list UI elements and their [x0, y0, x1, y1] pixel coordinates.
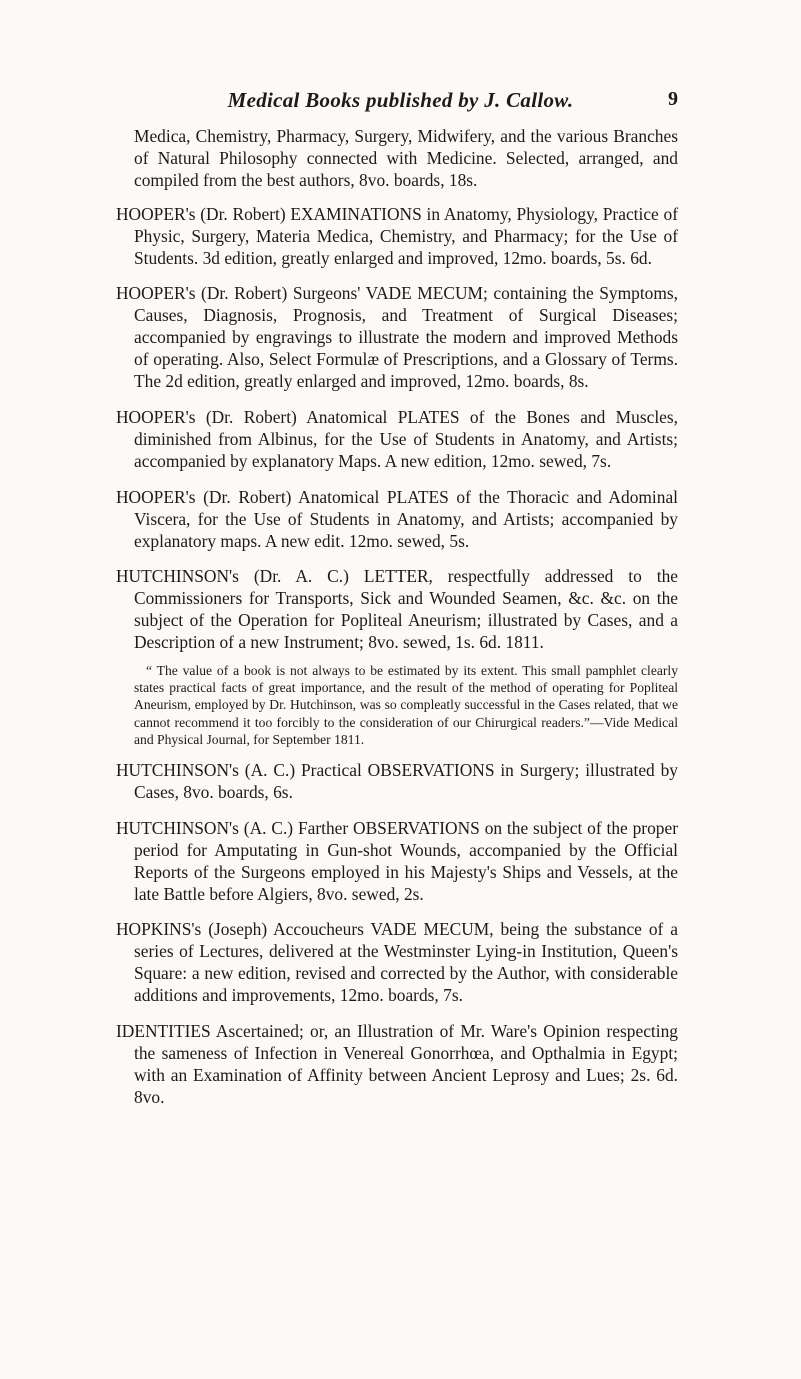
- catalogue-entry: HUTCHINSON's (A. C.) Farther OBSERVATIONS on the subject of the proper period for Amputating in Gun-shot Wounds, accompanied by the Official Reports of the Surgeons employed in his Majesty's Ships and Vessels, at the late Battle before Algiers, 8vo. sewed, 2s.: [116, 817, 678, 904]
- catalogue-body: [116, 126, 678, 1123]
- review-quote: “ The value of a book is not always to be estimated by its extent. This small pamphlet clearly states practical facts of great importance, and the result of the method of operating for Popliteal Aneurism, employed by Dr. Hutchinson, was so compleatly successful in the Cases related, that we cannot recommend it too forcibly to the consideration of our Chirurgical readers.”—Vide Medical and Physical Journal, for September 1811.: [134, 663, 678, 747]
- catalogue-entry: HUTCHINSON's (Dr. A. C.) LETTER, respectfully addressed to the Commissioners for Transports, Sick and Wounded Seamen, &c. &c. on the subject of the Operation for Popliteal Aneurism; illustrated by Cases, and a Description of a new Instrument; 8vo. sewed, 1s. 6d. 1811.: [116, 566, 678, 653]
- catalogue-entry: IDENTITIES Ascertained; or, an Illustration of Mr. Ware's Opinion respecting the sameness of Infection in Venereal Gonorrhœa, and Opthalmia in Egypt; with an Examination of Affinity between Ancient Leprosy and Lues; 2s. 6d. 8vo.: [116, 1021, 678, 1107]
- catalogue-entry: HOPKINS's (Joseph) Accoucheurs VADE MECUM, being the substance of a series of Lectures, delivered at the Westminster Lying-in Institution, Queen's Square: a new edition, revised and corrected by the Author, with considerable additions and improvements, 12mo. boards, 7s.: [116, 919, 678, 1006]
- catalogue-entry: HOOPER's (Dr. Robert) Anatomical PLATES of the Thoracic and Adominal Viscera, for the Use of Students in Anatomy, and Artists; accompanied by explanatory maps. A new edit. 12mo. sewed, 5s.: [116, 486, 678, 551]
- catalogue-entry: HOOPER's (Dr. Robert) EXAMINATIONS in Anatomy, Physiology, Practice of Physic, Surgery, Materia Medica, Chemistry, and Pharmacy; for the Use of Students. 3d edition, greatly enlarged and improved, 12mo. boards, 5s. 6d.: [116, 203, 678, 268]
- catalogue-entry-continued: Medica, Chemistry, Pharmacy, Surgery, Midwifery, and the various Branches of Natural Philosophy connected with Medicine. Selected, arranged, and compiled from the best authors, 8vo. boards, 18s.: [134, 126, 678, 190]
- running-header: Medical Books published by J. Callow.: [227, 88, 574, 112]
- catalogue-entry: HOOPER's (Dr. Robert) Surgeons' VADE MECUM; containing the Symptoms, Causes, Diagnosis, Prognosis, and Treatment of Surgical Diseases; accompanied by engravings to illustrate the modern and improved Methods of operating. Also, Select Formulæ of Prescriptions, and a Glossary of Terms. The 2d edition, greatly enlarged and improved, 12mo. boards, 8s.: [116, 283, 678, 392]
- catalogue-entry: HOOPER's (Dr. Robert) Anatomical PLATES of the Bones and Muscles, diminished from Albinus, for the Use of Students in Anatomy, and Artists; accompanied by explanatory Maps. A new edition, 12mo. sewed, 7s.: [116, 406, 678, 471]
- page-number: 9: [668, 88, 678, 110]
- catalogue-entry: HUTCHINSON's (A. C.) Practical OBSERVATIONS in Surgery; illustrated by Cases, 8vo. boards, 6s.: [116, 760, 678, 802]
